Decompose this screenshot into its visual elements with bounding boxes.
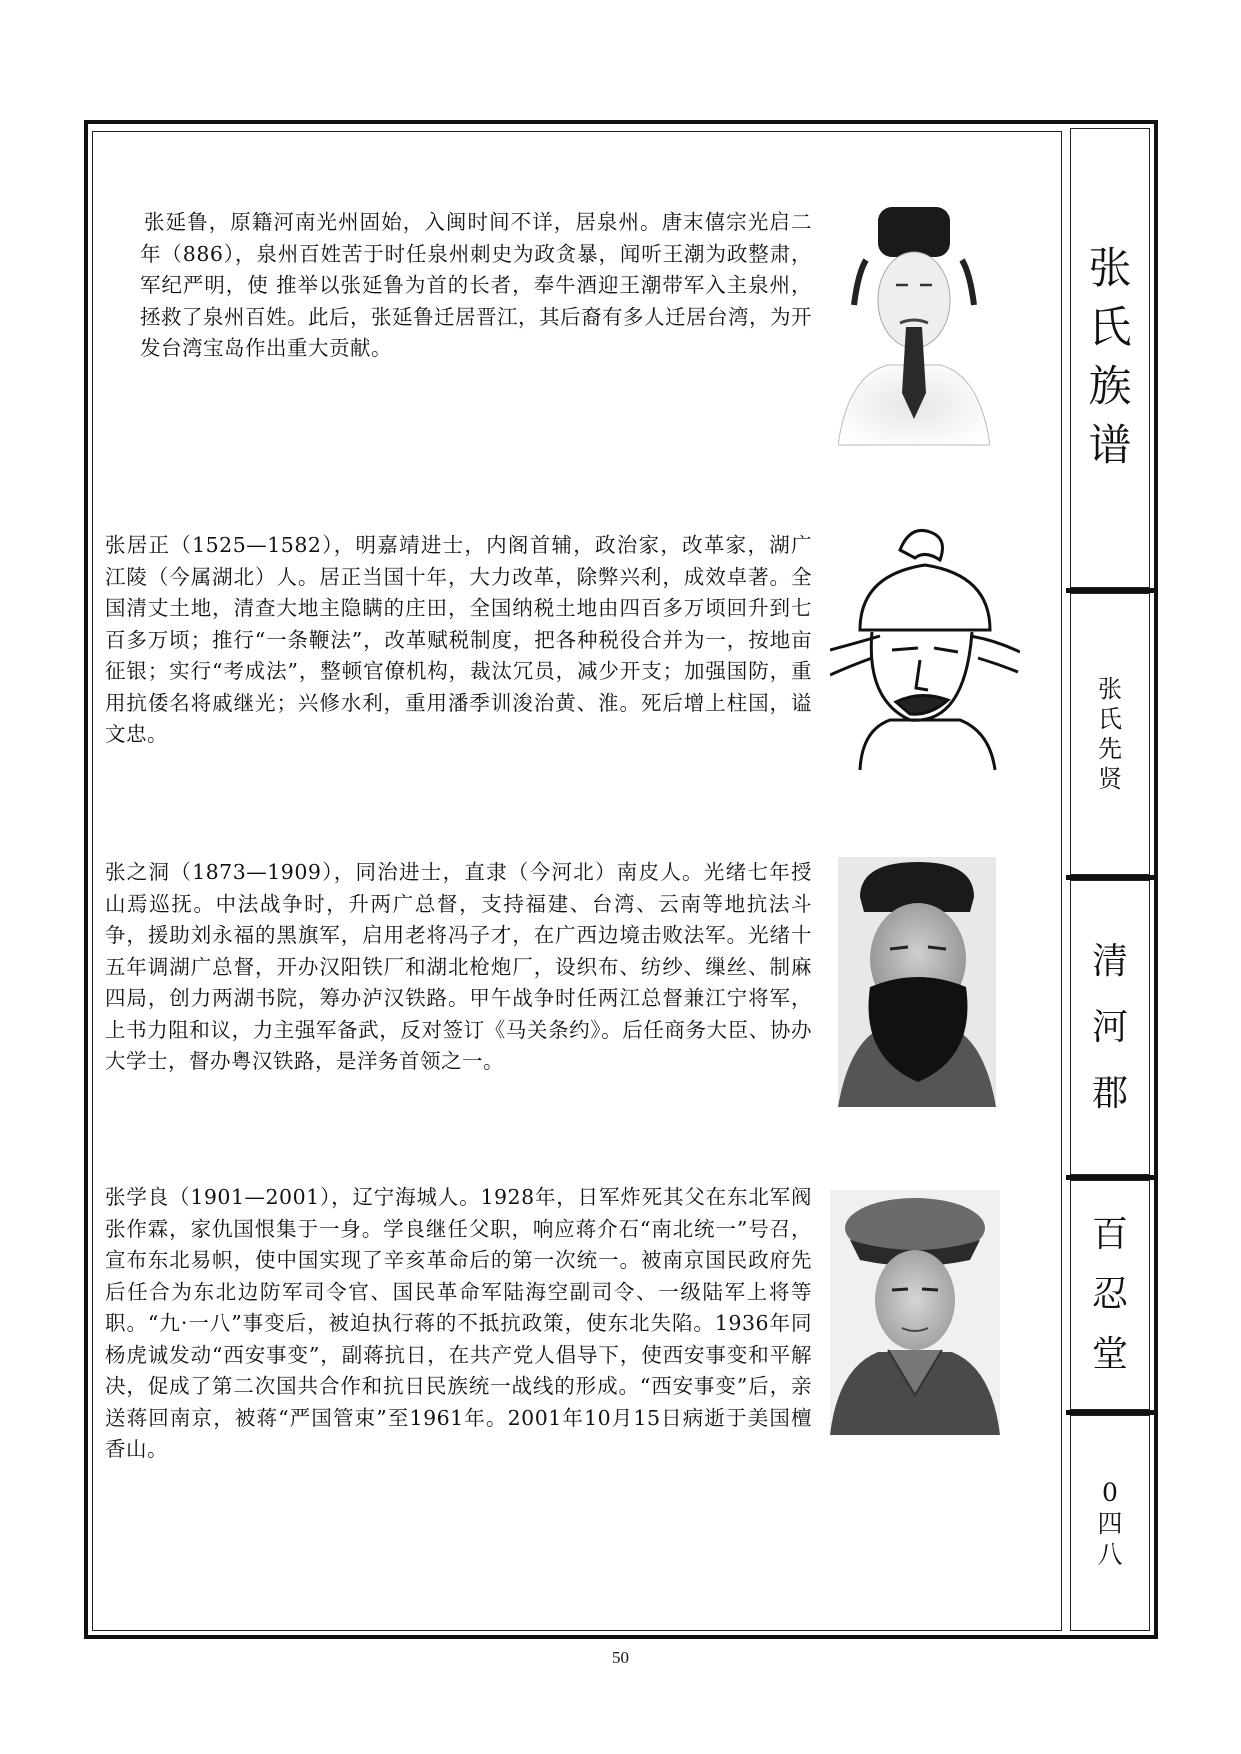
sidebar-page-label	[1070, 1415, 1150, 1631]
section-title-char: 先	[1098, 735, 1122, 763]
book-title-char: 氏	[1088, 303, 1132, 353]
book-title-char: 族	[1088, 362, 1132, 412]
portrait-zhang-zhidong	[838, 857, 996, 1107]
book-title-char: 张	[1088, 244, 1132, 294]
hall-name-char: 忍	[1091, 1274, 1128, 1315]
page-label-char: 四	[1097, 1508, 1123, 1538]
sidebar-branch-name	[1070, 880, 1150, 1175]
section-title-char: 氏	[1098, 705, 1122, 733]
sidebar	[1066, 124, 1154, 1635]
biography-text: 张学良（1901—2001），辽宁海城人。1928年，日军炸死其父在东北军阀张作霖，家仇国恨集于一身。学良继任父职，响应蒋介石“南北统一”号召，宣布东北易帜，使中国实现了辛亥革命后的第一次统一。被南京国民政府先后任合为东北边防军司令官、国民革命军陆海空副司令、一级陆军上将等职。“九·一八”事变后，被迫执行蒋的不抵抗政策，使东北失陷。1936年同杨虎诚发动“西安事变”，副蒋抗日，在共产党人倡导下，使西安事变和平解决，促成了第二次国共合作和抗日民族统一战线的形成。“西安事变”后，亲送蒋回南京，被蒋“严国管束”至1961年。2001年10月15日病逝于美国檀香山。	[105, 1185, 812, 1461]
portrait-zhang-yanlu	[838, 205, 990, 455]
book-title-char: 谱	[1088, 421, 1132, 471]
sidebar-hall-name	[1070, 1180, 1150, 1410]
branch-name-char: 河	[1091, 1006, 1128, 1048]
portrait-zhang-juzheng	[830, 520, 1020, 770]
section-title-char: 贤	[1098, 765, 1122, 793]
portrait-zhang-xueliang	[830, 1190, 1000, 1435]
biography-text: 张延鲁，原籍河南光州固始，入闽时间不详，居泉州。唐末僖宗光启二年（886），泉州百姓苦于时任泉州刺史为政贪暴，闻听王潮为政整肃，军纪严明，使 推举以张延鲁为首的长者，奉牛酒迎王潮带军入主泉州，拯救了泉州百姓。此后，张延鲁迁居晋江，其后裔有多人迁居台湾，为开发台湾宝岛作出重大贡献。	[140, 210, 812, 360]
branch-name-char: 郡	[1091, 1072, 1128, 1114]
page-label-char: 0	[1102, 1477, 1118, 1507]
section-title-char: 张	[1098, 675, 1122, 703]
hall-name-char: 堂	[1091, 1334, 1128, 1375]
page-label-char: 八	[1097, 1539, 1123, 1569]
hall-name-char: 百	[1091, 1214, 1128, 1255]
sidebar-section-title	[1070, 593, 1150, 875]
biography-text: 张居正（1525—1582），明嘉靖进士，内阁首辅，政治家，改革家，湖广江陵（今属湖北）人。居正当国十年，大力改革，除弊兴利，成效卓著。全国清丈土地，清查大地主隐瞒的庄田，全国纳税土地由四百多万顷回升到七百多万顷；推行“一条鞭法”，改革赋税制度，把各种税役合并为一，按地亩征银；实行“考成法”，整顿官僚机构，裁汰冗员，减少开支；加强国防，重用抗倭名将戚继光；兴修水利，重用潘季训浚治黄、淮。死后增上柱国，谥文忠。	[105, 533, 812, 746]
branch-name-char: 清	[1091, 940, 1128, 982]
sidebar-book-title	[1070, 128, 1150, 588]
biography-text: 张之洞（1873—1909），同治进士，直隶（今河北）南皮人。光绪七年授山焉巡抚。中法战争时，升两广总督，支持福建、台湾、云南等地抗法斗争，援助刘永福的黑旗军，启用老将冯子才，在广西边境击败法军。光绪十五年调湖广总督，开办汉阳铁厂和湖北枪炮厂，设织布、纺纱、缫丝、制麻四局，创力两湖书院，筹办泸汉铁路。甲午战争时任两江总督兼江宁将军，上书力阻和议，力主强军备武，反对签订《马关条约》。后任商务大臣、协办大学士，督办粤汉铁路，是洋务首领之一。	[105, 860, 812, 1073]
page-number: 50	[612, 1648, 629, 1667]
